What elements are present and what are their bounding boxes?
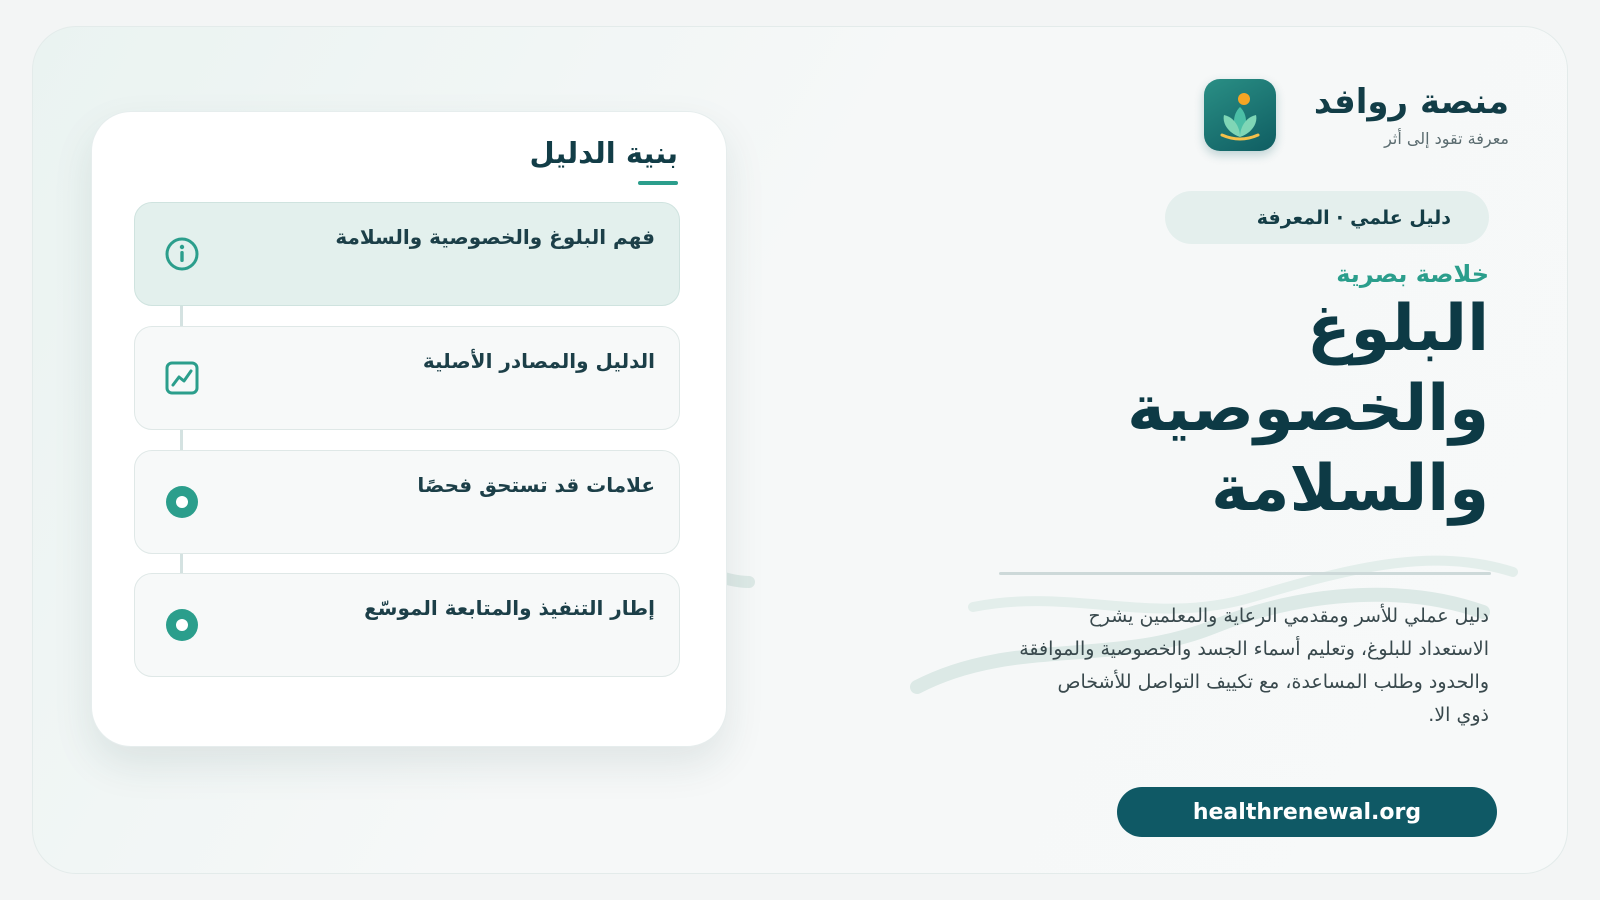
hero-title [889, 289, 1489, 529]
structure-step[interactable] [134, 450, 680, 554]
brand-block [1204, 79, 1509, 151]
structure-step[interactable] [134, 202, 680, 306]
step-connector [180, 305, 183, 327]
structure-card [91, 111, 727, 747]
structure-step[interactable] [134, 573, 680, 677]
hero-title-line: والخصوصية [1127, 372, 1489, 446]
hero-subtitle: خلاصة بصرية [1336, 260, 1489, 288]
brand-tagline: معرفة تقود إلى أثر [1384, 128, 1509, 148]
brand-text [1314, 82, 1509, 148]
step-connector [180, 429, 183, 451]
brand-name: منصة روافد [1313, 82, 1509, 123]
card-title: بنية الدليل [529, 136, 678, 170]
info-icon [164, 236, 200, 272]
hero-title-line: البلوغ [1306, 292, 1489, 366]
dot-icon [164, 607, 200, 643]
step-label: إطار التنفيذ والمتابعة الموسّع [364, 596, 655, 620]
dot-icon [164, 484, 200, 520]
chart-icon [164, 360, 200, 396]
lotus-sun-icon [1204, 79, 1276, 151]
step-connector [180, 552, 183, 574]
category-pill: دليل علمي · المعرفة [1165, 191, 1489, 244]
website-button[interactable]: healthrenewal.org [1117, 787, 1497, 837]
step-label: فهم البلوغ والخصوصية والسلامة [335, 225, 655, 249]
structure-step[interactable] [134, 326, 680, 430]
hero-description: دليل عملي للأسر ومقدمي الرعاية والمعلمين يشرح الاستعداد للبلوغ، وتعليم أسماء الجسد والخصوصية والموافقة والحدود وطلب المساعدة، مع تكييف التواصل للأشخاص ذوي الا. [1019, 605, 1489, 726]
step-label: الدليل والمصادر الأصلية [422, 349, 655, 373]
slide-frame [32, 26, 1568, 874]
card-title-underline [638, 181, 678, 185]
hero-title-line: والسلامة [1211, 452, 1489, 526]
divider [999, 572, 1491, 575]
step-label: علامات قد تستحق فحصًا [417, 473, 655, 497]
